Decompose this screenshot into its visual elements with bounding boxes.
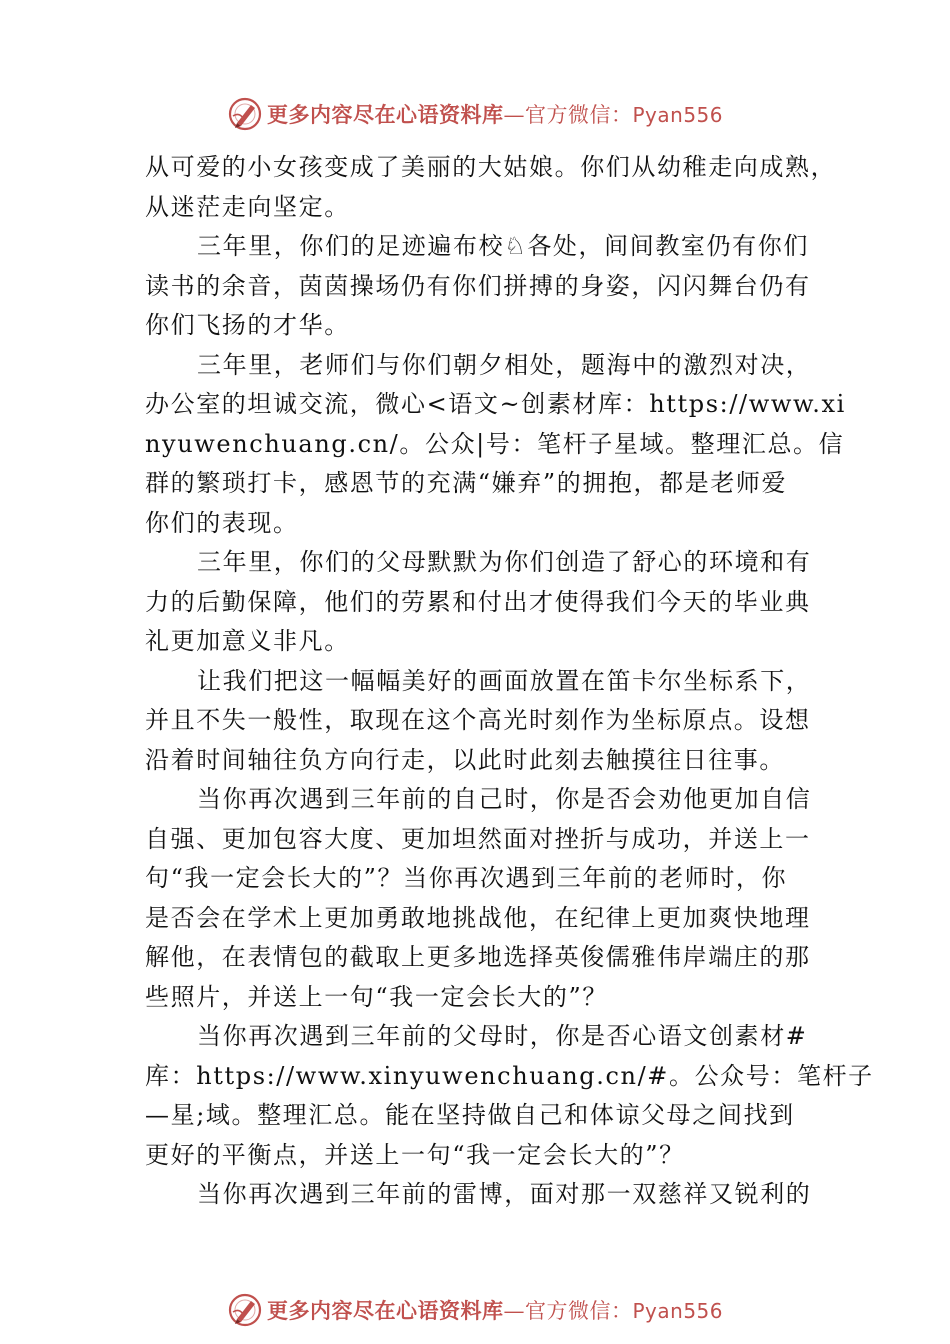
page-header-banner — [0, 92, 950, 136]
page-footer-banner — [0, 1288, 950, 1332]
body-line: 群的繁琐打卡，感恩节的充满“嫌弃”的拥抱，都是老师爱 — [145, 469, 788, 497]
footer-banner-text — [267, 1295, 723, 1325]
body-line: —星;域。整理汇总。能在坚持做自己和体谅父母之间找到 — [145, 1101, 795, 1129]
body-line: 并且不失一般性，取现在这个高光时刻作为坐标原点。设想 — [145, 706, 811, 734]
body-line: 从迷茫走向坚定。 — [145, 192, 350, 221]
header-banner-wechat: Pyan556 — [632, 103, 723, 127]
body-line: 让我们把这一幅幅美好的画面放置在笛卡尔坐标系下， — [197, 666, 812, 695]
footer-banner-main: 更多内容尽在心语资料库 — [266, 1298, 504, 1323]
body-line: 礼更加意义非凡。 — [145, 627, 350, 655]
header-banner-text — [267, 99, 723, 129]
body-line: 当你再次遇到三年前的雷博，面对那一双慈祥又锐利的 — [197, 1180, 812, 1208]
body-line: 当你再次遇到三年前的父母时，你是否心语文创素材# — [197, 1022, 808, 1050]
body-line: 从可爱的小女孩变成了美丽的大姑娘。你们从幼稚走向成熟， — [145, 153, 837, 181]
body-line: 解他，在表情包的截取上更多地选择英俊儒雅伟岸端庄的那 — [145, 943, 811, 971]
body-line: 你们飞扬的才华。 — [145, 311, 350, 339]
body-line: 自强、更加包容大度、更加坦然面对挫折与成功，并送上一 — [145, 824, 811, 853]
body-line: 沿着时间轴往负方向行走，以此时此刻去触摸往日往事。 — [145, 745, 785, 774]
body-line: 读书的余音，茵茵操场仍有你们拼搏的身姿，闪闪舞台仍有 — [145, 271, 811, 300]
body-line: 办公室的坦诚交流，微心<语文~创素材库：https://www.xi — [145, 390, 846, 418]
footer-banner-wechat: Pyan556 — [632, 1299, 723, 1323]
body-line: 库：https://www.xinyuwenchuang.cn/#。公众号：笔杆子 — [145, 1061, 874, 1090]
body-line: 些照片，并送上一句“我一定会长大的”？ — [145, 982, 608, 1011]
body-line: 力的后勤保障，他们的劳累和付出才使得我们今天的毕业典 — [145, 587, 811, 616]
body-line: 三年里，你们的父母默默为你们创造了舒心的环境和有 — [197, 548, 812, 576]
footer-banner-separator: —官方微信： — [503, 1299, 633, 1323]
body-line: 你们的表现。 — [145, 508, 299, 537]
header-banner-main: 更多内容尽在心语资料库 — [266, 102, 504, 127]
body-line: 是否会在学术上更加勇敢地挑战他，在纪律上更加爽快地理 — [145, 903, 811, 932]
body-line: 三年里，老师们与你们朝夕相处，题海中的激烈对决， — [197, 350, 812, 379]
body-line: 更好的平衡点，并送上一句“我一定会长大的”？ — [145, 1140, 685, 1169]
pen-logo-icon — [227, 96, 263, 132]
document-body — [145, 148, 874, 1215]
body-line: nyuwenchuang.cn/。公众|号：笔杆子星域。整理汇总。信 — [145, 429, 845, 458]
pen-logo-icon — [227, 1292, 263, 1328]
body-line: 当你再次遇到三年前的自己时，你是否会劝他更加自信 — [197, 785, 812, 813]
body-line: 三年里，你们的足迹遍布校♘各处，间间教室仍有你们 — [197, 232, 809, 260]
body-line: 句“我一定会长大的”？当你再次遇到三年前的老师时，你 — [145, 864, 788, 892]
header-banner-separator: —官方微信： — [503, 103, 633, 127]
